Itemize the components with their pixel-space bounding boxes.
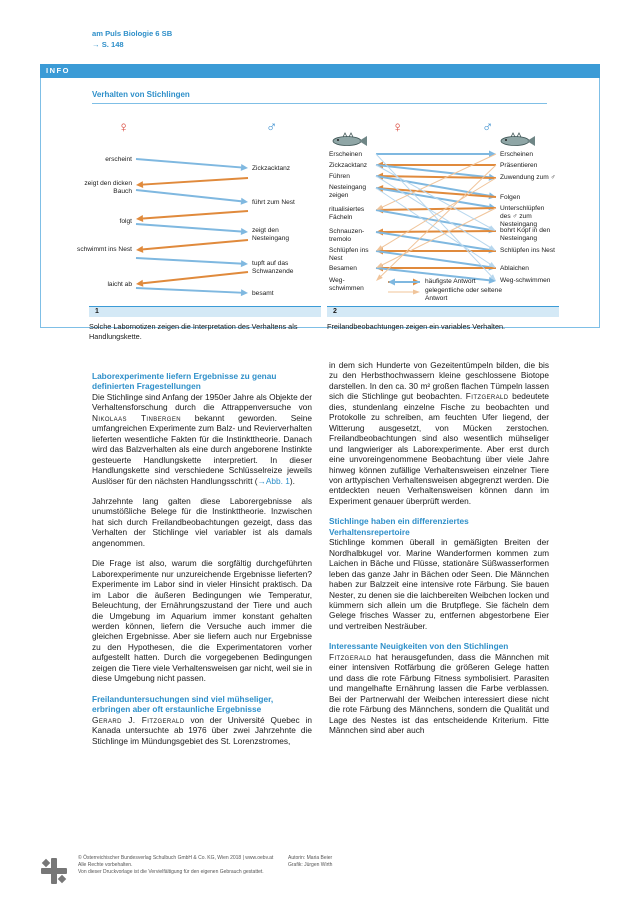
fig2-arrow-head — [376, 205, 383, 210]
fig1-arrow — [136, 258, 241, 264]
fig1-arrow-head — [241, 164, 248, 171]
figure-1-caption: Solche Labornotizen zeigen die Interpretation des Verhaltens als Handlungskette. — [89, 322, 298, 341]
fig1-arrow-head — [241, 260, 248, 267]
male-fish-icon — [501, 133, 535, 146]
legend-frequent-arrow-back-head — [388, 279, 395, 286]
footer-copyright — [78, 855, 273, 876]
legend-rare-label: gelegentliche oder seltene Antwort — [425, 287, 502, 302]
paragraph: Stichlinge kommen überall in gemäßigten Breiten der Nordhalbkugel vor. Marine Wanderformen kommen zum Laichen in Bäche und Flüsse, stationäre Süßwasserformen leben das ganze Jahr in Bächen oder Seen. Die Männchen haben zur Balzzeit eine intensive rote Färbung. Sie bauen Nester, zu denen sie die laichbereiten Weibchen locken und kümmern sich allein um die Brutpflege. Sie fächeln dem Gelege frisches Wasser zu, entfernen abgestorbene Eier und vertreiben Nesträuber. — [329, 537, 549, 631]
fig1-arrow — [143, 211, 248, 219]
fig1-left-label: erscheint — [105, 156, 132, 163]
fig1-arrow — [136, 288, 241, 293]
fig2-left-label: Nesteingang zeigen — [329, 184, 367, 199]
fig1-left-label: folgt — [119, 218, 132, 225]
book-title: am Puls Biologie 6 SB — [92, 29, 173, 38]
graphics-text: Grafik: Jürgen Wirth — [288, 862, 333, 868]
fig2-arrow — [376, 188, 489, 207]
fig1-right-label: zeigt den Nesteingang — [252, 227, 290, 242]
fig2-right-label: Ablaichen — [500, 265, 529, 272]
fig2-right-label: Folgen — [500, 194, 521, 201]
paragraph: Die Frage ist also, warum die sorgfältig durchgeführten Laborexperimente nur unzureichende Ergebnisse lieferten? Experimente im Labor sind in vieler Hinsicht praktisch. Da im Labor die äußeren Bedingungen wie Temperatur, Beleuchtung, der Ernährungszustand der Tiere und auch die Umgebung im Aquarium immer konstant gehalten werden können, liefern die Versuche auch immer die gleichen Ergebnisse. Aber sie liefern auch nur Ergebnisse zu den Hypothesen, die die Experimentatoren vorher aufgestellt hatten. Durch die vorgegebenen Bedingungen zeigen die Tiere viele Verhaltensweisen gar nicht, weil sie in diese Umgebung nicht passen. — [92, 558, 312, 684]
fig1-left-label: laicht ab — [107, 281, 132, 288]
fig1-arrow — [136, 159, 241, 167]
fig1-arrow-head — [136, 280, 143, 287]
fig1-arrow-head — [241, 198, 248, 205]
male-symbol: ♂ — [482, 119, 494, 136]
fig1-arrow-head — [136, 215, 143, 222]
fig1-arrow — [143, 272, 248, 283]
figure-link[interactable]: →Abb. 1 — [257, 475, 290, 486]
fig2-left-label: Besamen — [329, 265, 357, 272]
left-column — [92, 371, 312, 756]
fig2-left-label: Weg-schwimmen — [329, 277, 364, 292]
fig2-right-label: bohrt Kopf in den Nesteingang — [500, 227, 551, 242]
fig1-arrow-head — [241, 228, 248, 235]
fig2-right-label: Erscheinen — [500, 151, 533, 158]
female-symbol: ♀ — [392, 119, 404, 136]
female-symbol: ♀ — [118, 119, 130, 136]
paragraph: Jahrzehnte lang galten diese Laborergebnisse als unumstößliche Belege für die Instinkttheorie. Inzwischen hat sich durch Freilandbeobachtungen gezeigt, dass das Verhalten der Stichlinge viel variabler ist als damals angenommen. — [92, 495, 312, 548]
fig2-left-label: ritualisiertes Fächeln — [329, 206, 365, 221]
heading-verhaltensrepertoire: Stichlinge haben ein differenziertes Verhaltensrepertoire — [329, 516, 469, 537]
paragraph: Die Stichlinge sind Anfang der 1950er Jahre als Objekte der Verhaltensforschung durch die Attrappenversuche von Nikolaas Tinbergen bekannt geworden. Seine umfangreichen Experimente zum Balz- und Revierverhalten lieferten wesentliche Fakten für die Instinkttheorie. Danach wird das Balzverhalten als eine durch angeborene Instinkte gesteuerte Handlungskette interpretiert. In dieser Handlungskette sind verschiedene Schlüsselreize jeweils Auslöser für den nächsten Handlungsschritt (→Abb. 1). — [92, 391, 313, 486]
figure-2-number: 2 — [327, 306, 559, 317]
fig2-arrow-head — [489, 203, 496, 210]
heading-laborexperimente: Laborexperimente liefern Ergebnisse zu genau definierten Fragestellungen — [92, 371, 277, 392]
fig2-right-label: Zuwendung zum ♂ — [500, 174, 556, 181]
fig2-left-label: Schnauzen-tremolo — [329, 228, 365, 243]
publisher-logo-icon — [40, 856, 68, 886]
fig2-left-label: Zickzacktanz — [329, 162, 368, 169]
paragraph: in dem sich Hunderte von Gezeitentümpeln bilden, die bis zu den Herbsthochwassern kleine geschlossene Biotope darstellen. In den ca. 30 m² großen flachen Tümpeln lassen sich die Stichlinge gut beobachten. Fitzgerald bedeutete dies, stundenlang einzelne Fische zu beobachten und Protokolle zu schreiben, am feuchten Ufer liegend, der Witterung ausgesetzt, von Mücken zerstochen. Freilandbeobachtungen sind also wesentlich mühseliger und langwieriger als Laborexperimente. Aber erst durch eine unvoreingenommene Beobachtung über viele Jahre hinweg können zufällige Verhaltensweisen einzelner Tiere von arttypischen Verhaltensweisen abgegrenzt werden. Die entdeckten neuen Verhaltensweisen können dann im Experiment genauer überprüft werden. — [329, 360, 549, 506]
fig1-arrow-head — [136, 181, 143, 188]
person-name: Gerard J. Fitzgerald — [92, 714, 185, 725]
fig2-left-label: Führen — [329, 173, 350, 180]
person-name: Fitzgerald — [465, 391, 509, 402]
fig2-left-label: Erscheinen — [329, 151, 362, 158]
rights-text: Alle Rechte vorbehalten. — [78, 862, 133, 868]
figure-2-caption: Freilandbeobachtungen zeigen ein variables Verhalten. — [327, 322, 506, 331]
fig1-arrow — [136, 224, 241, 232]
fig1-right-label: tupft auf das Schwanzende — [252, 260, 294, 275]
fig2-right-label: Präsentieren — [500, 162, 538, 169]
fig2-arrow — [376, 165, 490, 228]
fig1-arrow — [136, 190, 241, 201]
right-column — [329, 360, 549, 745]
fig1-left-label: schwimmt ins Nest — [77, 246, 132, 253]
fig1-arrow-head — [241, 289, 248, 296]
paragraph: Fitzgerald hat herausgefunden, dass die Männchen mit einer intensiven Rotfärbung die größeren Gelege hatten und dass die rote Färbung Fitness symbolisiert. Parasiten und mangelhafte Ernährung lassen die Farbe verblassen. Bei der Partnerwahl der Weibchen interessiert diese nicht die rote Färbung des Männchens, sondern die Qualität und Lage des Nestes ist das entscheidende Kriterium. Fitte Männchen sind aber auch — [329, 651, 549, 735]
fig2-right-label: Unterschlüpfen des ♂ zum Nesteingang — [500, 205, 545, 228]
fig1-arrow — [143, 178, 248, 185]
paragraph: Gerard J. Fitzgerald von der Université Quebec in Kanada untersuchte ab 1976 über zwei Jahrzehnte die Stichlinge im Mündungsgebiet des St. Lorenzstromes, — [92, 714, 312, 746]
fig1-right-label: führt zum Nest — [252, 199, 295, 206]
person-name: Nikolaas Tinbergen — [92, 412, 181, 423]
male-symbol: ♂ — [266, 119, 278, 136]
fig1-right-label: besamt — [252, 290, 274, 297]
person-name: Fitzgerald — [329, 651, 372, 662]
fig1-left-label: zeigt den dicken Bauch — [84, 180, 132, 195]
author-text: Autorin: Maria Beier — [288, 855, 333, 861]
footer-credits — [288, 855, 332, 869]
fig2-arrow — [376, 154, 491, 276]
fig1-right-label: Zickzacktanz — [252, 165, 291, 172]
legend-frequent-label: häufigste Antwort — [425, 278, 476, 285]
page-reference-link[interactable]: → S. 148 — [92, 40, 124, 49]
fig2-left-label: Schlüpfen ins Nest — [329, 247, 369, 262]
section-title: Verhalten von Stichlingen — [92, 90, 190, 99]
heading-neuigkeiten: Interessante Neuigkeiten von den Stichlingen — [329, 641, 509, 652]
fig2-arrow — [383, 208, 496, 210]
legend-rare-arrow-head — [413, 290, 420, 295]
fig1-arrow — [143, 240, 248, 249]
figure-1-number: 1 — [89, 306, 321, 317]
fig1-arrow-head — [136, 246, 143, 253]
female-fish-icon — [333, 133, 367, 146]
notice-text: Von dieser Druckvorlage ist die Vervielfältigung für den eigenen Gebrauch gestattet. — [78, 869, 264, 875]
fig2-right-label: Schlüpfen ins Nest — [500, 247, 555, 254]
heading-freilanduntersuchungen: Freilanduntersuchungen sind viel mühseliger, erbringen aber oft erstaunliche Ergebnisse — [92, 693, 274, 715]
fig2-arrow — [383, 231, 496, 232]
copyright-text: © Österreichischer Bundesverlag Schulbuch GmbH & Co. KG, Wien 2018 | www.oebv.at — [78, 855, 274, 861]
fig2-right-label: Weg-schwimmen — [500, 277, 551, 284]
fig2-arrow-head — [376, 263, 383, 268]
info-label: INFO — [46, 66, 70, 75]
